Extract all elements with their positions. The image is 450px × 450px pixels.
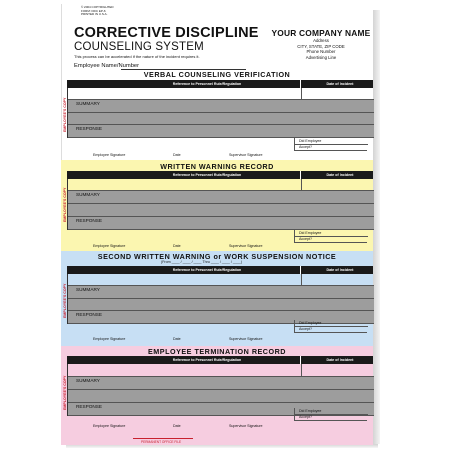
grid-verbal bbox=[67, 88, 373, 138]
header-reference: Reference to Personnel Rule/Regulation bbox=[172, 82, 242, 86]
table-header bbox=[67, 80, 373, 88]
company-name: YOUR COMPANY NAME bbox=[271, 28, 371, 38]
company-phone: Phone Number bbox=[306, 49, 336, 55]
permanent-file-rule bbox=[133, 438, 193, 439]
reference-divider bbox=[301, 364, 302, 377]
reference-divider bbox=[301, 179, 302, 191]
header-reference: Reference to Personnel Rule/Regulation bbox=[172, 358, 242, 362]
summary-row-2[interactable] bbox=[68, 390, 374, 403]
table-header bbox=[67, 266, 373, 274]
header-reference: Reference to Personnel Rule/Regulation bbox=[172, 268, 242, 272]
header-divider bbox=[300, 80, 301, 88]
response-row[interactable] bbox=[68, 217, 374, 230]
section-title-written: WRITTEN WARNING RECORD bbox=[160, 162, 274, 171]
section-title-second-warning: SECOND WRITTEN WARNING or WORK SUSPENSION NOTICE bbox=[97, 252, 337, 261]
company-address: Address bbox=[313, 38, 329, 43]
section-title-termination: EMPLOYEE TERMINATION RECORD bbox=[148, 347, 286, 356]
accept-box[interactable] bbox=[294, 408, 367, 421]
summary-row[interactable] bbox=[68, 377, 374, 390]
reference-row[interactable] bbox=[68, 274, 374, 286]
accept-line1: Did Employee bbox=[299, 409, 322, 413]
table-header bbox=[67, 356, 373, 364]
accept-box[interactable] bbox=[294, 138, 367, 151]
accept-line2: Accept? bbox=[299, 327, 312, 331]
company-city: CITY, STATE, ZIP CODE bbox=[297, 43, 345, 49]
response-label: RESPONSE bbox=[76, 312, 103, 317]
summary-row[interactable] bbox=[68, 191, 374, 204]
supervisor-signature-label: Supervisor Signature bbox=[229, 424, 263, 428]
reference-divider bbox=[301, 88, 302, 100]
date-label: Date bbox=[173, 337, 181, 341]
accept-line1: Did Employee bbox=[299, 321, 322, 325]
header-date: Date of Incident bbox=[326, 82, 354, 86]
summary-row[interactable] bbox=[68, 286, 374, 299]
employee-signature-label: Employee Signature bbox=[93, 337, 126, 341]
company-block bbox=[261, 28, 381, 60]
summary-row-2[interactable] bbox=[68, 113, 374, 125]
response-row[interactable] bbox=[68, 125, 374, 138]
summary-row[interactable] bbox=[68, 100, 374, 113]
supervisor-signature-label: Supervisor Signature bbox=[229, 153, 263, 157]
printed-line: PRINTED IN U.S.A. bbox=[81, 12, 108, 17]
form-title: CORRECTIVE DISCIPLINE bbox=[74, 25, 259, 41]
discipline-form bbox=[61, 4, 373, 445]
header-date: Date of Incident bbox=[326, 268, 354, 272]
from-thru-line[interactable]: (From ____ / ____ / ____ Thru ____ / ____ / ____) bbox=[161, 260, 243, 264]
accept-box[interactable] bbox=[294, 230, 367, 243]
reference-row[interactable] bbox=[68, 88, 374, 100]
header-divider bbox=[300, 171, 301, 179]
response-label: RESPONSE bbox=[76, 218, 103, 223]
table-header bbox=[67, 171, 373, 179]
employee-signature-label: Employee Signature bbox=[93, 244, 126, 248]
copyright-block bbox=[81, 6, 114, 17]
section-title-verbal: VERBAL COUNSELING VERIFICATION bbox=[143, 70, 291, 79]
employee-copy-label: EMPLOYEE'S COPY bbox=[63, 283, 67, 318]
accept-line2: Accept? bbox=[299, 145, 312, 149]
summary-label: SUMMARY bbox=[76, 378, 100, 383]
accept-box[interactable] bbox=[294, 320, 367, 333]
grid-written bbox=[67, 179, 373, 230]
employee-copy-label: EMPLOYEE'S COPY bbox=[63, 187, 67, 222]
grid-second-warning bbox=[67, 274, 373, 324]
permanent-office-file-label: PERMANENT OFFICE FILE bbox=[141, 440, 182, 444]
header-reference: Reference to Personnel Rule/Regulation bbox=[172, 173, 242, 177]
employee-name-label: Employee Name/Number bbox=[74, 63, 140, 69]
summary-label: SUMMARY bbox=[76, 287, 100, 292]
form-number-line: FORM: DDC EP-6 bbox=[81, 8, 106, 13]
form-subtitle: COUNSELING SYSTEM bbox=[74, 41, 204, 53]
accept-line2: Accept? bbox=[299, 415, 312, 419]
reference-row[interactable] bbox=[68, 179, 374, 191]
response-label: RESPONSE bbox=[76, 126, 103, 131]
date-label: Date bbox=[173, 424, 181, 428]
summary-row-2[interactable] bbox=[68, 204, 374, 217]
accept-line2: Accept? bbox=[299, 237, 312, 241]
header-divider bbox=[300, 266, 301, 274]
summary-label: SUMMARY bbox=[76, 192, 100, 197]
header-date: Date of Incident bbox=[326, 358, 354, 362]
header-date: Date of Incident bbox=[326, 173, 354, 177]
company-advertising: Advertising Line bbox=[305, 54, 337, 60]
summary-row-2[interactable] bbox=[68, 299, 374, 311]
copyright-line: © 2004 COPYRIGHTED bbox=[81, 5, 114, 9]
supervisor-signature-label: Supervisor Signature bbox=[229, 244, 263, 248]
reference-row[interactable] bbox=[68, 364, 374, 377]
supervisor-signature-label: Supervisor Signature bbox=[229, 337, 263, 341]
reference-divider bbox=[301, 274, 302, 286]
employee-signature-label: Employee Signature bbox=[93, 424, 126, 428]
date-label: Date bbox=[173, 244, 181, 248]
header-divider bbox=[300, 356, 301, 364]
date-label: Date bbox=[173, 153, 181, 157]
response-label: RESPONSE bbox=[76, 404, 103, 409]
accept-line1: Did Employee bbox=[299, 231, 322, 235]
accept-line1: Did Employee bbox=[299, 139, 322, 143]
employee-copy-label: EMPLOYEE'S COPY bbox=[63, 97, 67, 132]
employee-signature-label: Employee Signature bbox=[93, 153, 126, 157]
summary-label: SUMMARY bbox=[76, 101, 100, 106]
employee-copy-label: EMPLOYEE'S COPY bbox=[63, 375, 67, 410]
form-note: This process can be accelerated if the nature of the incident requires it. bbox=[74, 54, 200, 59]
